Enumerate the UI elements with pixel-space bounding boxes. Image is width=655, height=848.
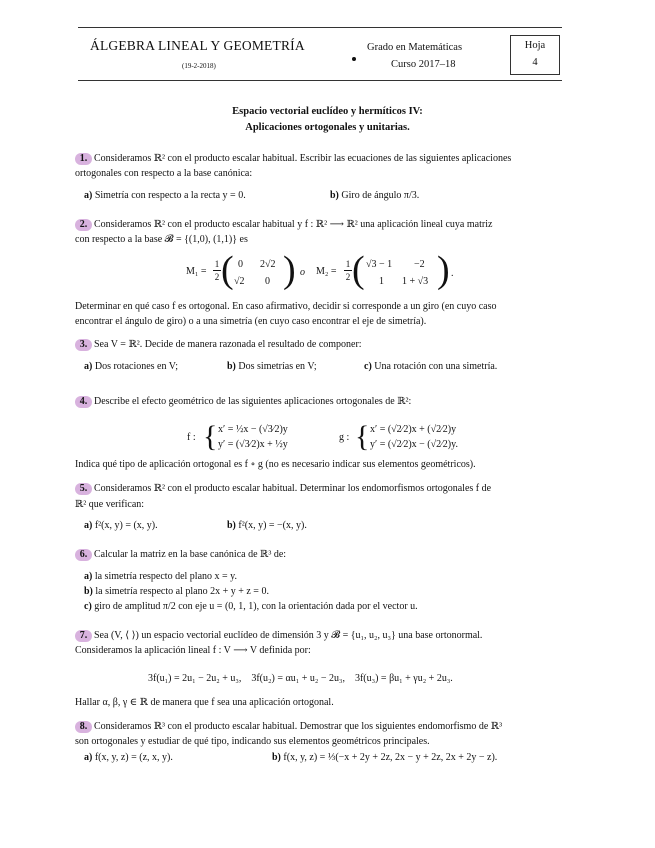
problem-5-item-b: b) f²(x, y) = −(x, y). [227, 520, 307, 531]
problem-2-line1: 2. Consideramos ℝ² con el producto escalar habitual y f : ℝ² ⟶ ℝ² una aplicación lineal cuya matriz [75, 219, 492, 231]
m2-r2c1: 1 [379, 276, 384, 287]
m1-r2c2: 0 [265, 276, 270, 287]
system-f-eq1: x′ = ½x − (√3⁄2)y [218, 424, 288, 435]
problem-6-number: 6. [75, 549, 92, 561]
problem-3-line1: 3. Sea V = ℝ². Decide de manera razonada el resultado de componer: [75, 339, 362, 351]
system-f-name: f : [187, 432, 196, 443]
sheet-number: 4 [532, 57, 538, 68]
header-title: ÁLGEBRA LINEAL Y GEOMETRÍA [90, 38, 305, 53]
problem-6-item-c: c) giro de amplitud π/2 con eje u = (0, 1, 1), con la orientación dada por el vector u. [84, 601, 418, 612]
problem-5-number: 5. [75, 483, 92, 495]
system-g-eq1: x′ = (√2⁄2)x + (√2⁄2)y [370, 424, 457, 435]
matrix-m2-half: 1 2 [345, 259, 351, 282]
sheet-label: Hoja [524, 40, 546, 51]
matrix-period: . [451, 268, 454, 279]
m2-r2c2: 1 + √3 [402, 276, 429, 287]
problem-1-number: 1. [75, 153, 92, 165]
problem-4-line2: Indica qué tipo de aplicación ortogonal es f ∘ g (no es necesario indicar sus elementos geométricos). [75, 459, 476, 470]
header-bottom-rule [78, 80, 562, 81]
m1-r2c1: √2 [234, 276, 245, 287]
problem-8-item-b: b) f(x, y, z) = ⅓(−x + 2y + 2z, 2x − y + 2z, 2x + 2y − z). [272, 752, 498, 763]
m2-r1c2: −2 [414, 259, 425, 270]
subtitle-line2: Aplicaciones ortogonales y unitarias. [245, 122, 410, 133]
matrix-m2-lparen: ( [352, 249, 365, 291]
problem-5-line1: 5. Consideramos ℝ² con el producto escalar habitual. Determinar los endomorfismos ortogonales f de [75, 483, 491, 495]
header-bullet [352, 57, 356, 61]
problem-1-item-b: b) Giro de ángulo π/3. [330, 190, 420, 201]
m2-r1c1: √3 − 1 [366, 259, 393, 270]
problem-4-number: 4. [75, 396, 92, 408]
matrix-or: o [300, 267, 305, 278]
problem-3-item-a: a) Dos rotaciones en V; [84, 361, 179, 372]
problem-7-number: 7. [75, 630, 92, 642]
system-f-eq2: y′ = (√3⁄2)x + ½y [218, 439, 288, 450]
system-g-name: g : [339, 432, 350, 443]
system-g-brace: { [355, 420, 370, 453]
matrix-m2-name: M₂ = [316, 266, 337, 277]
m1-r1c2: 2√2 [260, 259, 276, 270]
problem-8-line1: 8. Consideramos ℝ³ con el producto escalar habitual. Demostrar que los siguientes endomorfismo de ℝ³ [75, 721, 502, 733]
header-degree: Grado en Matemáticas [367, 42, 463, 53]
matrix-m2-rparen: ) [437, 249, 450, 291]
problem-1-item-a: a) Simetría con respecto a la recta y = 0. [84, 190, 246, 201]
problem-5-line2: ℝ² que verifican: [75, 499, 145, 510]
header-course: Curso 2017–18 [391, 59, 456, 70]
matrix-m1-name: M₁ = [186, 266, 207, 277]
header-date: (19-2-2018) [182, 62, 216, 70]
problem-2-line3: Determinar en qué caso f es ortogonal. En caso afirmativo, decidir si corresponde a un giro (en cuyo caso [75, 301, 497, 312]
system-g-eq2: y′ = (√2⁄2)x − (√2⁄2)y. [370, 439, 458, 450]
problem-1-line1: 1. Consideramos ℝ² con el producto escalar habitual. Escribir las ecuaciones de las siguientes aplicaciones [75, 153, 511, 165]
problem-8-number: 8. [75, 721, 92, 733]
problem-8-line2: son ortogonales y estudiar de qué tipo, indicando sus elementos geométricos principales. [75, 736, 430, 747]
sheet-box [510, 35, 560, 75]
problem-4-line1: 4. Describe el efecto geométrico de las siguientes aplicaciones ortogonales de ℝ²: [75, 396, 411, 408]
header-top-rule [78, 27, 562, 28]
system-f-brace: { [203, 420, 218, 453]
problem-2-number: 2. [75, 219, 92, 231]
matrix-m1-lparen: ( [221, 249, 234, 291]
problem-7-line2: Consideramos la aplicación lineal f : V ⟶ V definida por: [75, 645, 311, 656]
problem-5-item-a: a) f²(x, y) = (x, y). [84, 520, 158, 531]
problem-7-equation: 3f(u₁) = 2u₁ − 2u₂ + u₃, 3f(u₂) = αu₁ + u₂ − 2u₃, 3f(u₃) = βu₁ + γu₂ + 2u₃. [148, 673, 453, 684]
matrix-m1-rparen: ) [283, 249, 296, 291]
problem-7-line3: Hallar α, β, γ ∈ ℝ de manera que f sea una aplicación ortogonal. [75, 697, 334, 708]
problem-6-item-a: a) la simetría respecto del plano x = y. [84, 571, 238, 582]
problem-7-line1: 7. Sea (V, ⟨ ⟩) un espacio vectorial euclídeo de dimensión 3 y 𝓑 = {u₁, u₂, u₃} una base ortonormal. [75, 630, 482, 642]
matrix-m1-half: 1 2 [214, 259, 220, 282]
problem-1-line2: ortogonales con respecto a la base canónica: [75, 168, 253, 179]
subtitle-line1: Espacio vectorial euclídeo y hermíticos IV: [232, 106, 423, 117]
problem-3-item-b: b) Dos simetrías en V; [227, 361, 317, 372]
problem-3-number: 3. [75, 339, 92, 351]
problem-6-line1: 6. Calcular la matriz en la base canónica de ℝ³ de: [75, 549, 286, 561]
problem-2-line4: encontrar el ángulo de giro) o a una simetría (en cuyo caso encontrar el eje de simetría). [75, 316, 427, 327]
problem-3-item-c: c) Una rotación con una simetría. [364, 361, 498, 372]
problem-2-line2: con respecto a la base 𝓑 = {(1,0), (1,1)} es [75, 234, 248, 245]
m1-r1c1: 0 [238, 259, 243, 270]
problem-8-item-a: a) f(x, y, z) = (z, x, y). [84, 752, 173, 763]
problem-6-item-b: b) la simetría respecto al plano 2x + y + z = 0. [84, 586, 269, 597]
